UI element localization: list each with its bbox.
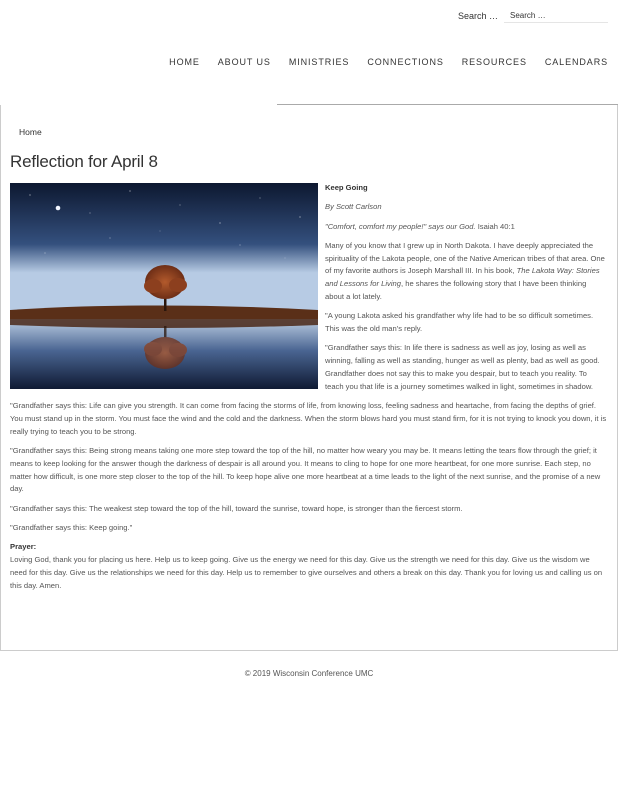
footer-copyright: © 2019 Wisconsin Conference UMC xyxy=(244,669,374,678)
book-title: The Lakota Way: Stories and Lessons for Living xyxy=(325,266,600,289)
nav-ministries[interactable]: MINISTRIES xyxy=(288,57,350,67)
paragraph-grandfather-3: "Grandfather says this: Being strong means taking one more step toward the top of the hill, no matter how weary you may be. It means letting the tears flow through the grief; it means to keep looking for the answer though the darkness of despair is all around you. It means to cling to hope for one more heartbeat, for one more sunrise. Each step, no matter how difficult, is one more step closer to the top of the hill. To keep hope alive one more heartbeat at a time leads to the light of the next sunrise, and the promise of a new day. xyxy=(10,446,601,494)
paragraph-question: "A young Lakota asked his grandfather why life had to be so difficult sometimes. This was the old man's reply. xyxy=(325,311,594,334)
paragraph-grandfather-5: "Grandfather says this: Keep going." xyxy=(10,523,133,533)
tree-reflection-image xyxy=(10,183,318,389)
search-label: Search … xyxy=(457,11,498,21)
intro-text-end: , he shares the following story that I have been thinking about a lot lately. xyxy=(325,279,587,302)
main-nav xyxy=(151,57,608,67)
nav-calendars[interactable]: CALENDARS xyxy=(544,57,608,67)
search-bar xyxy=(458,9,608,23)
nav-about-us[interactable]: ABOUT US xyxy=(217,57,271,67)
byline-text: By Scott Carlson xyxy=(325,202,382,212)
intro-text-start: Many of you know that I grew up in North Dakota. I have deeply appreciated the spirituality of the Lakota people, one of the Native American tribes of that area. One of my favorite authors is Joseph Marshall III. In his book, xyxy=(325,240,605,276)
nav-resources[interactable]: RESOURCES xyxy=(461,57,527,67)
article-heading: Keep Going xyxy=(325,183,368,192)
paragraph-grandfather-1: "Grandfather says this: In life there is sadness as well as joy, losing as well as winning, falling as well as standing, hunger as well as plenty, bad as well as good. Grandfather does not say this to make you despair, but to teach you reality. To teach you that life is a journey sometimes walked in light, sometimes in shadow. xyxy=(325,343,600,391)
paragraph-grandfather-4: "Grandfather says this: The weakest step toward the top of the hill, toward the sunrise, toward hope, is stronger than the fiercest storm. xyxy=(10,503,463,513)
paragraph-grandfather-2: "Grandfather says this: Life can give you strength. It can come from facing the storms of life, from knowing loss, feeling sadness and heartache, from facing the depths of grief. You must stand up in the storm. You must face the wind and the cold and the darkness. When the storm blows hard you must stand firm, for it is not trying to knock you down, it is really trying to teach you to be strong. xyxy=(10,401,607,436)
verse-quote: "Comfort, comfort my people!" says our God. xyxy=(325,221,476,231)
search-input[interactable] xyxy=(504,9,608,23)
page-title: Reflection for April 8 xyxy=(10,152,158,171)
verse-reference: Isaiah 40:1 xyxy=(475,221,515,231)
breadcrumb-home[interactable]: Home xyxy=(19,127,42,137)
prayer-label: Prayer: xyxy=(10,542,37,552)
prayer-text: Loving God, thank you for placing us here. Help us to keep going. Give us the energy we need for this day. Give us the strength we need for this day. Give us the wisdom we need for this day. Give us the relationships we need for this day. Help us to remember to give ourselves and others a break on this day. Thank you for loving us and calling us on this day. Amen. xyxy=(10,555,603,590)
article-body xyxy=(10,182,607,599)
nav-connections[interactable]: CONNECTIONS xyxy=(367,57,444,67)
nav-home[interactable]: HOME xyxy=(169,57,200,67)
